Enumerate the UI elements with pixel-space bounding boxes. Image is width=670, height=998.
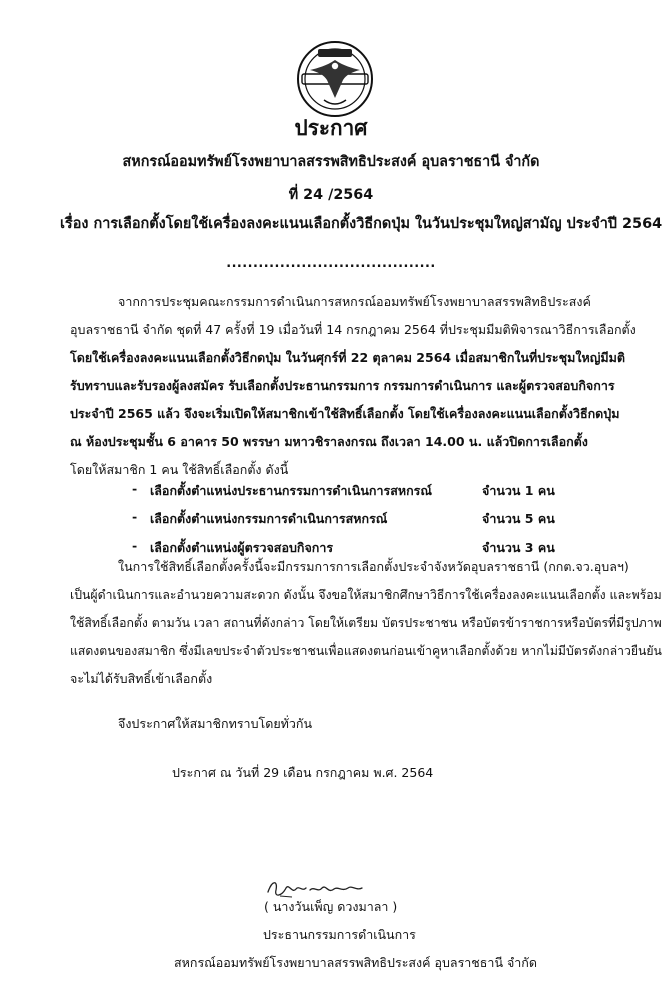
body-line: ใช้สิทธิ์เลือกตั้ง ตามวัน เวลา สถานที่ดังกล่าว โดยให้เตรียม บัตรประชาชน หรือบัตรข้าราชการหรือบัตรที่มีรูปภาพ [70, 615, 662, 630]
position-label: เลือกตั้งตำแหน่งกรรมการดำเนินการสหกรณ์ [150, 511, 388, 526]
body-line: โดยให้สมาชิก 1 คน ใช้สิทธิ์เลือกตั้ง ดังนี้ [70, 462, 289, 477]
body-line: จะไม่ได้รับสิทธิ์เข้าเลือกตั้ง [70, 671, 213, 686]
announcement-number: ที่ 24 /2564 [288, 187, 374, 203]
position-count: จำนวน 3 คน [482, 540, 555, 555]
body-line: ประจำปี 2565 แล้ว จึงจะเริ่มเปิดให้สมาชิกเข้าใช้สิทธิ์เลือกตั้ง โดยใช้เครื่องลงคะแนนเลือกตั้งวิธีกดปุ่ม [70, 406, 620, 421]
signatory-org: สหกรณ์ออมทรัพย์โรงพยาบาลสรรพสิทธิประสงค์ อุบลราชธานี จำกัด [174, 955, 537, 970]
position-count: จำนวน 5 คน [482, 511, 555, 526]
body-line: โดยใช้เครื่องลงคะแนนเลือกตั้งวิธีกดปุ่ม ในวันศุกร์ที่ 22 ตุลาคม 2564 เมื่อสมาชิกในที่ประชุมใหญ่มีมติ [70, 350, 625, 365]
body-line: ณ ห้องประชุมชั้น 6 อาคาร 50 พรรษา มหาวชิราลงกรณ ถึงเวลา 14.00 น. แล้วปิดการเลือกตั้ง [70, 434, 588, 449]
position-label: เลือกตั้งตำแหน่งประธานกรรมการดำเนินการสหกรณ์ [150, 483, 432, 498]
body-line: อุบลราชธานี จำกัด ชุดที่ 47 ครั้งที่ 19 เมื่อวันที่ 14 กรกฎาคม 2564 ที่ประชุมมีมติพิจารณาวิธีการเลือกตั้ง [70, 322, 636, 337]
announcement-date: ประกาศ ณ วันที่ 29 เดือน กรกฎาคม พ.ศ. 2564 [172, 765, 434, 780]
position-dash: - [132, 481, 138, 496]
position-label: เลือกตั้งตำแหน่งผู้ตรวจสอบกิจการ [150, 540, 334, 555]
page-title: ประกาศ [294, 116, 368, 140]
position-count: จำนวน 1 คน [482, 483, 555, 498]
cooperative-seal-icon [296, 40, 374, 118]
body-line: รับทราบและรับรองผู้ลงสมัคร รับเลือกตั้งประธานกรรมการ กรรมการดำเนินการ และผู้ตรวจสอบกิจการ [70, 378, 615, 393]
body-line: แสดงตนของสมาชิก ซึ่งมีเลขประจำตัวประชาชนเพื่อแสดงตนก่อนเข้าคูหาเลือกตั้งด้วย หากไม่มีบัตรดังกล่าวยืนยัน [70, 643, 662, 658]
signatory-position: ประธานกรรมการดำเนินการ [263, 927, 416, 942]
body-line: จากการประชุมคณะกรรมการดำเนินการสหกรณ์ออมทรัพย์โรงพยาบาลสรรพสิทธิประสงค์ [118, 294, 591, 309]
announcement-subject: เรื่อง การเลือกตั้งโดยใช้เครื่องลงคะแนนเลือกตั้งวิธีกดปุ่ม ในวันประชุมใหญ่สามัญ ประจำปี 2564 [60, 216, 663, 232]
org-name: สหกรณ์ออมทรัพย์โรงพยาบาลสรรพสิทธิประสงค์ อุบลราชธานี จำกัด [122, 154, 540, 170]
body-line: เป็นผู้ดำเนินการและอำนวยความสะดวก ดังนั้น จึงขอให้สมาชิกศึกษาวิธีการใช้เครื่องลงคะแนนเลือกตั้ง และพร้อม [70, 587, 662, 602]
position-dash: - [132, 509, 138, 524]
signatory-name: ( นางวันเพ็ญ ดวงมาลา ) [264, 899, 398, 914]
closing-line: จึงประกาศให้สมาชิกทราบโดยทั่วกัน [118, 716, 313, 731]
body-line: ในการใช้สิทธิ์เลือกตั้งครั้งนี้จะมีกรรมการการเลือกตั้งประจำจังหวัดอุบลราชธานี (กกต.จว.อุบลฯ) [118, 559, 629, 574]
separator-dots: ....................................... [226, 256, 436, 271]
position-dash: - [132, 538, 138, 553]
